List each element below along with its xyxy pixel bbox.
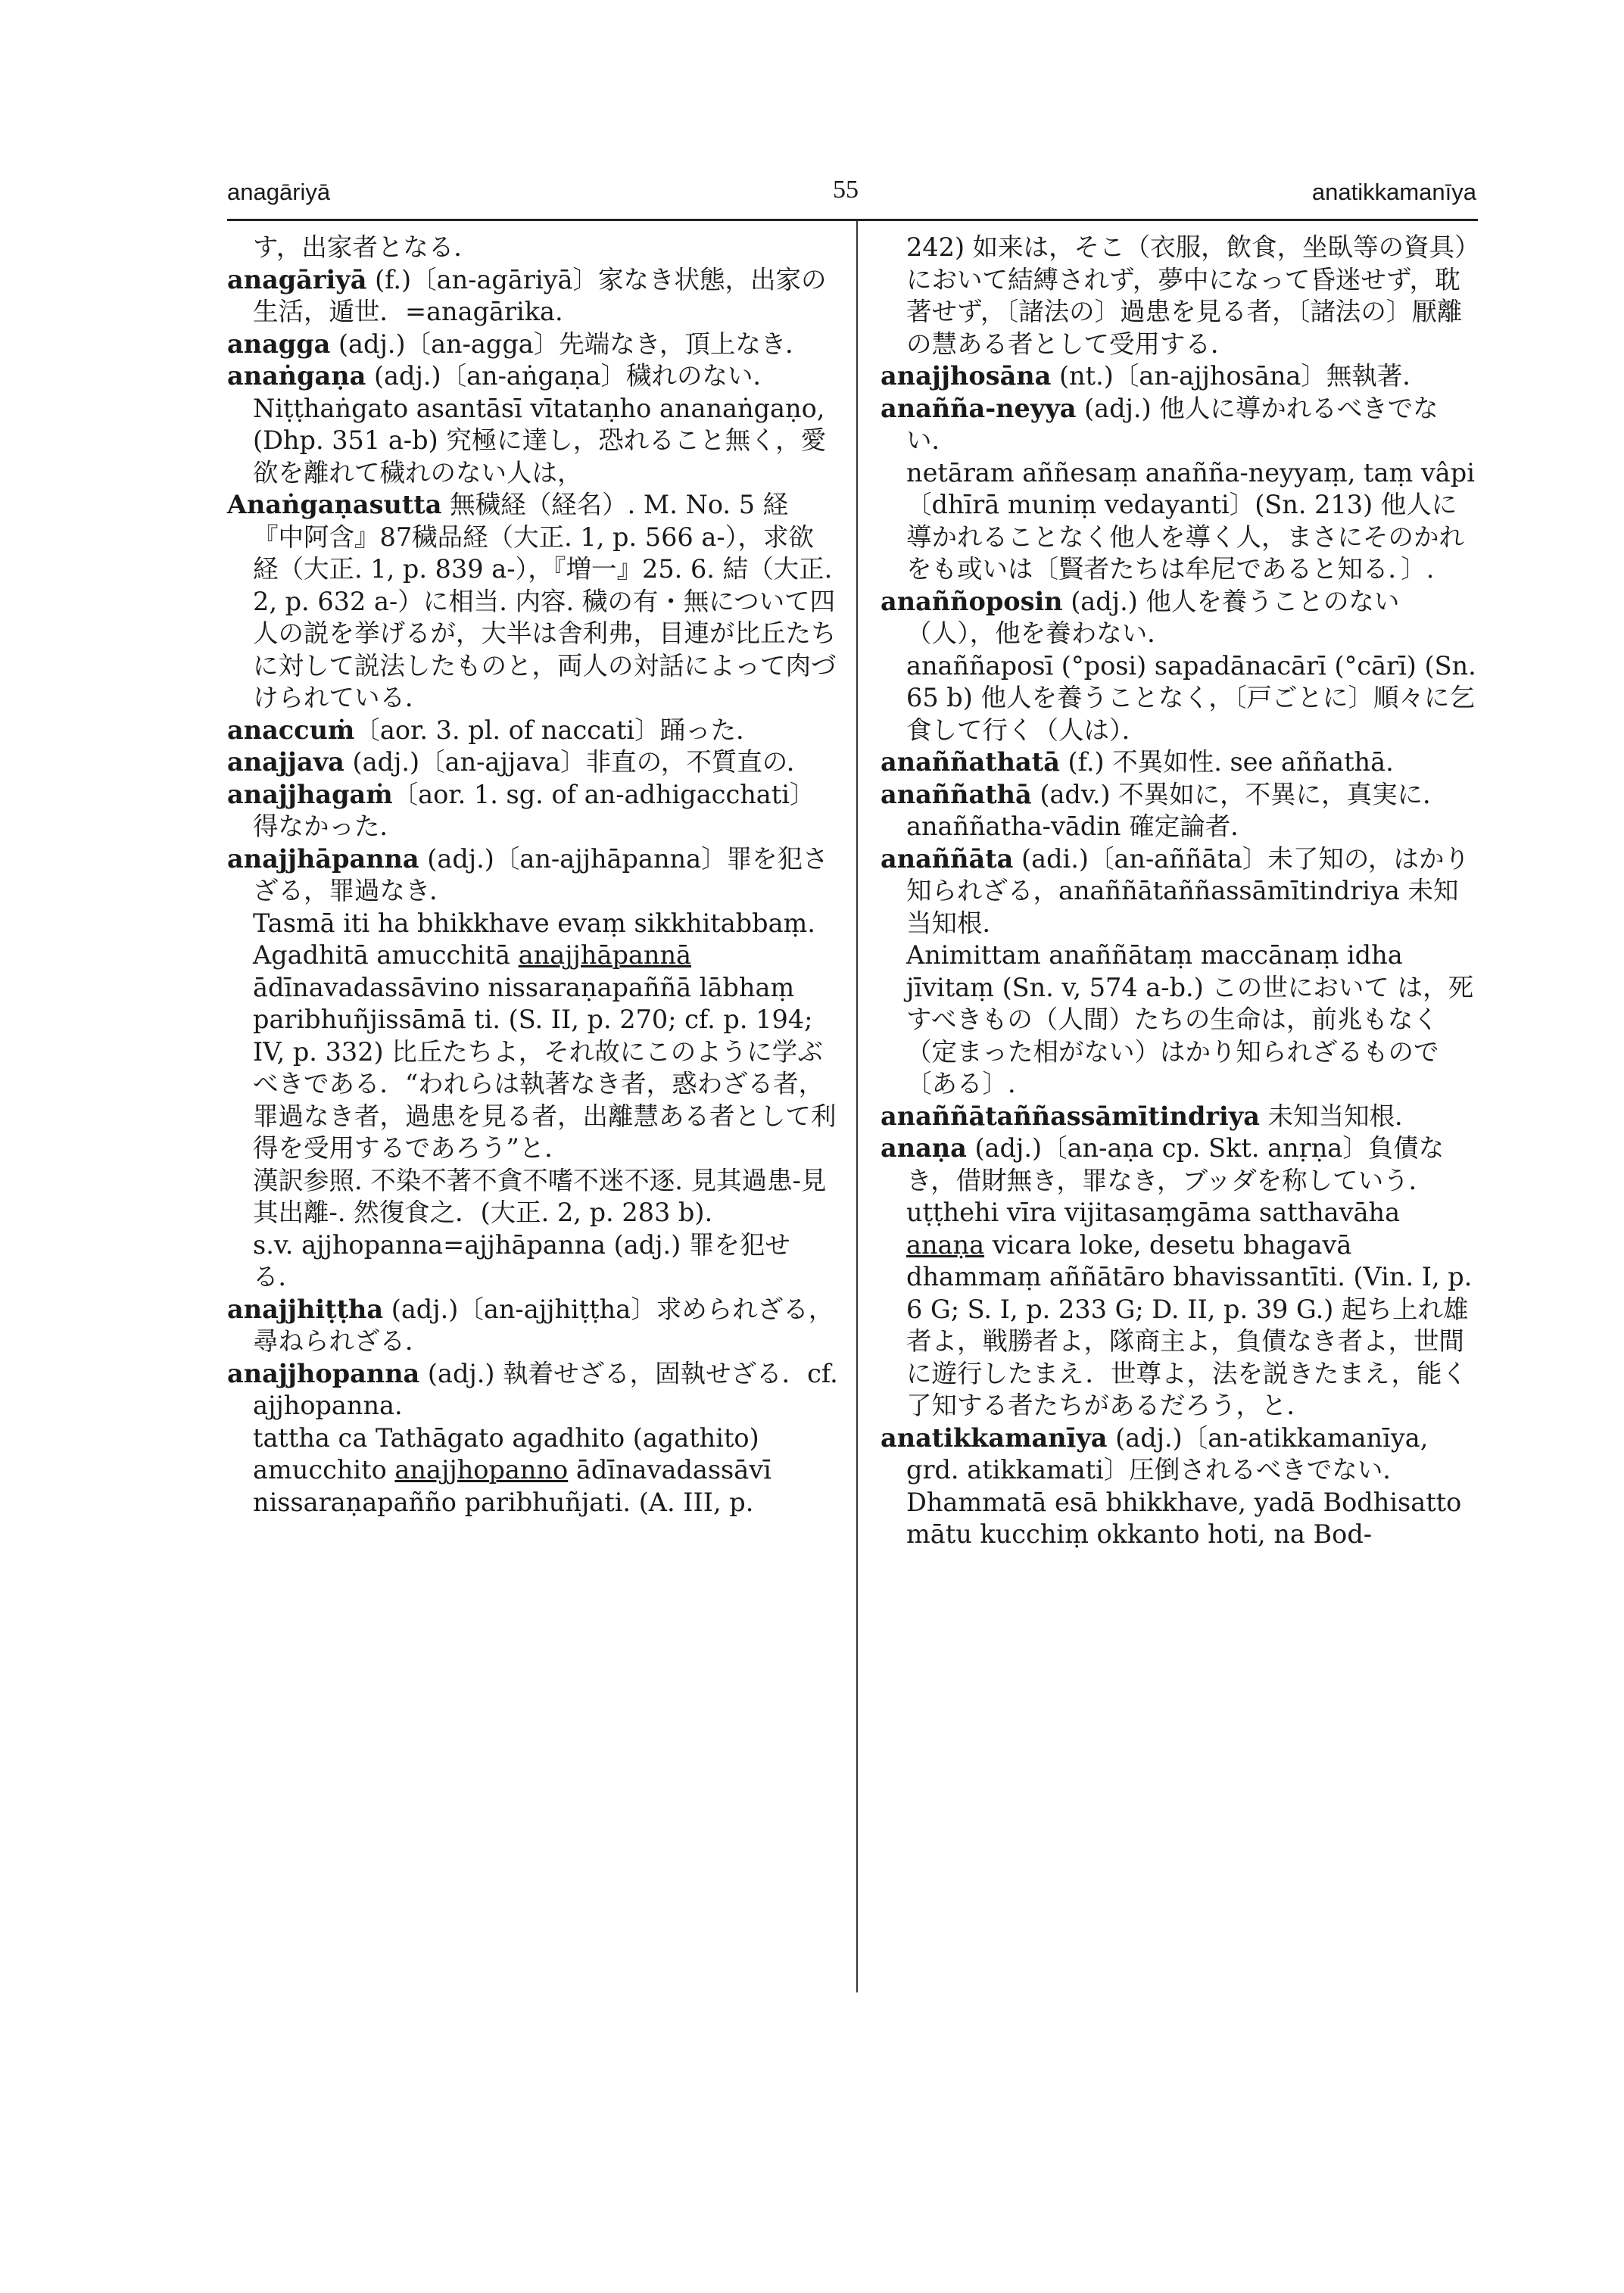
right-column (881, 232, 1480, 1551)
left-guideword: anagāriyā (227, 179, 331, 205)
underlined-term: anaṇa (906, 1229, 985, 1260)
left-column (227, 232, 839, 1519)
example-quote: Dhammatā esā bhikkhave, yadā Bodhisatto mātu kucchiṃ okkanto hoti, na Bod- (906, 1487, 1462, 1549)
dictionary-entry: anagāriyā (f.)〔an-agāriyā〕家なき状態，出家の生活，遁世．=anagārika. (227, 264, 827, 326)
headword: anajjhopanna (227, 1358, 420, 1388)
example-quote: anaññaposī (°posi) sapadānacārī (°cārī) (Sn. 65 b) 他人を養うことなく，〔戸ごとに〕順々に乞食して行く（人は）． (906, 650, 1476, 745)
headword: anaññathā (881, 779, 1032, 809)
column-divider (856, 221, 858, 1992)
headword: anajjava (227, 747, 344, 777)
dictionary-entry: anaññathā (adv.) 不異如に，不異に，真実に．anaññatha-vādin 確定論者． (881, 779, 1448, 841)
headword: anaccuṁ (227, 715, 355, 745)
headword: anajjhagaṁ (227, 779, 393, 809)
headword: anajjhiṭṭha (227, 1294, 384, 1324)
dictionary-entry: anajjhāpanna (adj.)〔an-ajjhāpanna〕罪を犯さざる，罪過なき． (227, 843, 828, 905)
page-header (227, 176, 1476, 217)
headword: anaññāta (881, 843, 1014, 874)
dictionary-entry: anajjhiṭṭha (adj.)〔an-ajjhiṭṭha〕求められざる，尋ねられざる． (227, 1294, 834, 1356)
chinese-reference: 漢訳参照. 不染不著不貪不嗜不迷不逐. 見其過患-見其出離-. 然復食之．(大正. 2, p. 283 b). (253, 1165, 827, 1227)
headword: anaññathatā (881, 747, 1060, 777)
dictionary-entry: anaññoposin (adj.) 他人を養うことのない（人），他を養わない． (881, 586, 1400, 648)
headword: anajjhosāna (881, 361, 1052, 391)
page-number: 55 (833, 176, 859, 204)
example-quote: Animittam anaññātaṃ maccānaṃ idha jīvitaṃ (Sn. v, 574 a-b.) この世において は，死すべきもの（人間）たちの生命は，前兆もなく（定まった相がない）はかり知られざるもので〔ある〕. (906, 940, 1474, 1098)
dictionary-entry: anajjhagaṁ〔aor. 1. sg. of an-adhigacchati〕得なかった． (227, 779, 815, 841)
headword: anaññātaññassāmītindriya (881, 1101, 1260, 1131)
example-quote: Tasmā iti ha bhikkhave evaṃ sikkhitabbaṃ. Agadhitā amucchitā anajjhāpannā ādīnavadassāvino nissaraṇapaññā lābhaṃ paribhuñjissāmā ti. (S. II, p. 270; cf. p. 194; IV, p. 332) 比丘たちよ，それ故にこのように学ぶべきである．“われらは執著なき者，惑わざる者，罪過なき者，過患を見る者，出離慧ある者として利得を受用するであろう”と． (253, 908, 837, 1163)
headword: anañña-neyya (881, 393, 1077, 423)
dictionary-entry: anaññathatā (f.) 不異如性. see aññathā. (881, 747, 1394, 777)
dictionary-entry: anaṅgaṇa (adj.)〔an-aṅgaṇa〕穢れのない． (227, 361, 778, 391)
underlined-term: anajjhāpannā (518, 940, 692, 970)
dictionary-entry: anaṇa (adj.)〔an-aṇa cp. Skt. anṛṇa〕負債なき，借財無き，罪なき，ブッダを称していう． (881, 1133, 1445, 1195)
dictionary-entry: anajjhopanna (adj.) 執着せざる，固執せざる．cf. ajjhopanna. (227, 1358, 838, 1420)
headword: anaṅgaṇa (227, 361, 366, 391)
dictionary-entry: anaccuṁ〔aor. 3. pl. of naccati〕踊った． (227, 715, 762, 745)
example-quote: Niṭṭhaṅgato asantāsī vītataṇho ananaṅgaṇo, (Dhp. 351 a-b) 究極に達し，恐れること無く，愛欲を離れて穢れのない人は， (253, 393, 827, 488)
right-guideword: anatikkamanīya (1311, 179, 1476, 205)
header-rule (227, 219, 1478, 221)
entry-continuation: す，出家者となる． (253, 232, 479, 262)
sub-reference: s.v. ajjhopanna=ajjhāpanna (adj.) 罪を犯せる． (253, 1229, 790, 1291)
dictionary-entry: anaññāta (adi.)〔an-aññāta〕未了知の，はかり知られざる，anaññātaññassāmītindriya 未知当知根． (881, 843, 1470, 938)
headword: anaññoposin (881, 586, 1063, 616)
dictionary-entry: anajjhosāna (nt.)〔an-ajjhosāna〕無執著． (881, 361, 1428, 391)
headword: anatikkamanīya (881, 1422, 1108, 1453)
example-quote: netāram aññesaṃ anañña-neyyaṃ, taṃ vâpi〔dhīrā muniṃ vedayanti〕(Sn. 213) 他人に導かれることなく他人を導く人，まさにそのかれをも或いは〔賢者たちは牟尼であると知る．〕. (906, 457, 1475, 584)
example-quote: uṭṭhehi vīra vijitasaṃgāma satthavāha anaṇa vicara loke, desetu bhagavā dhammaṃ aññātāro bhavissantīti. (Vin. I, p. 6 G; S. I, p. 233 G; D. II, p. 39 G.) 起ち上れ雄者よ，戦勝者よ，隊商主よ，負債なき者よ，世間に遊行したまえ．世尊よ，法を説きたまえ，能く了知する者たちがあるだろう，と． (906, 1198, 1473, 1420)
dictionary-entry: anaññātaññassāmītindriya 未知当知根． (881, 1101, 1420, 1131)
underlined-term: anajjhopanno (394, 1455, 569, 1485)
dictionary-entry: anagga (adj.)〔an-agga〕先端なき，頂上なき． (227, 329, 811, 359)
headword: anagga (227, 329, 331, 359)
headword: anagāriyā (227, 264, 367, 294)
dictionary-entry: Anaṅgaṇasutta 無穢経（経名）. M. No. 5 経『中阿含』87穢品経（大正. 1, p. 566 a-），求欲経（大正. 1, p. 839 a-），『増一』25. 6. 結（大正. 2, p. 632 a-）に相当. 内容. 穢の有・無について四人の説を挙げるが，大半は舎利弗，目連が比丘たちに対して説法したものと，両人の対話によって肉づけられている． (227, 490, 837, 712)
entry-continuation: 242) 如来は，そこ（衣服，飲食，坐臥等の資具）において結縛されず，夢中になって昏迷せず，耽著せず，〔諸法の〕過患を見る者，〔諸法の〕厭離の慧ある者として受用する． (906, 232, 1480, 359)
example-quote: tattha ca Tathāgato agadhito (agathito) amucchito anajjhopanno ādīnavadassāvī nissaraṇapañño paribhuñjati. (A. III, p. (253, 1422, 771, 1517)
dictionary-entry: anatikkamanīya (adj.)〔an-atikkamanīya, grd. atikkamati〕圧倒されるべきでない． (881, 1422, 1429, 1485)
dictionary-entry: anañña-neyya (adj.) 他人に導かれるべきでない． (881, 393, 1439, 455)
headword: anajjhāpanna (227, 843, 419, 874)
dictionary-entry: anajjava (adj.)〔an-ajjava〕非直の，不質直の． (227, 747, 812, 777)
headword: anaṇa (881, 1133, 967, 1163)
headword: Anaṅgaṇasutta (227, 490, 442, 519)
